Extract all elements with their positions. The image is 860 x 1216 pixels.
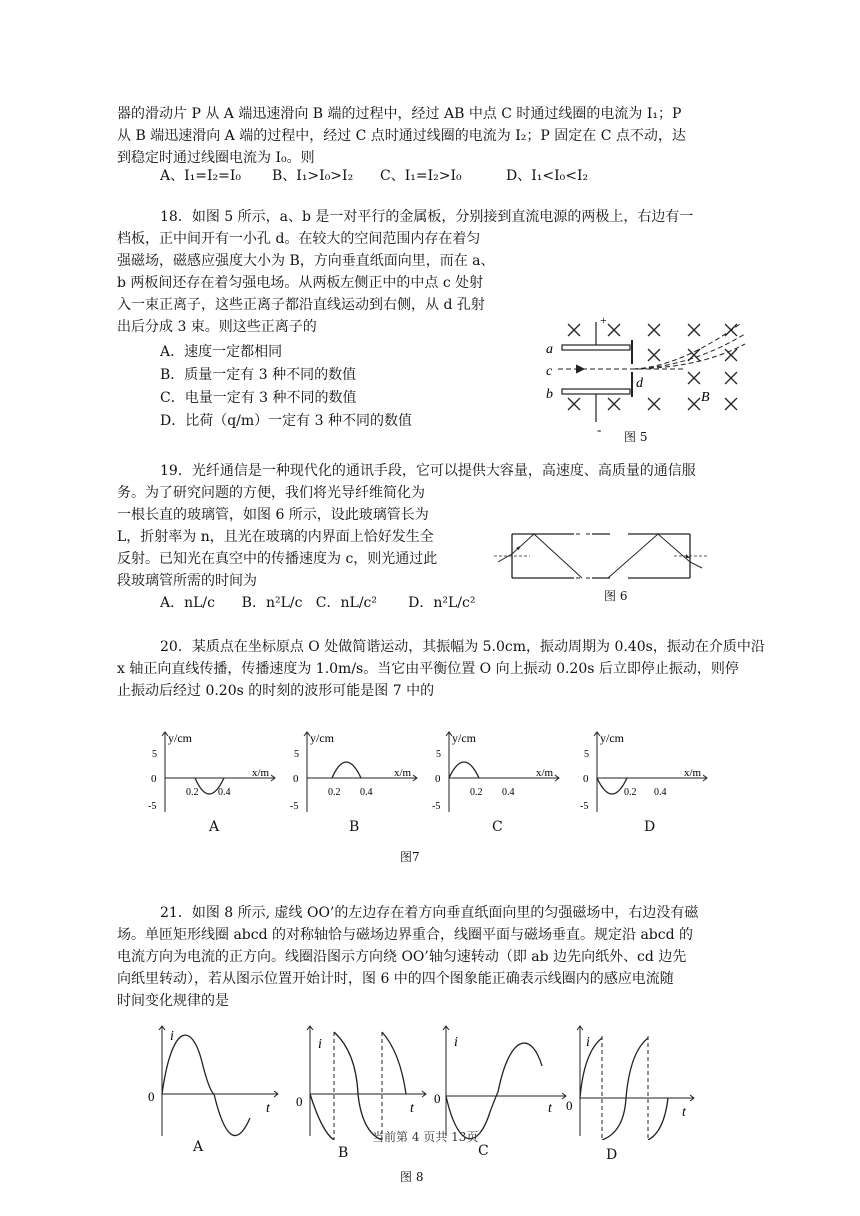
fig7-label-b: B xyxy=(349,819,360,835)
svg-text:i: i xyxy=(318,1037,322,1052)
label-a: a xyxy=(546,342,553,357)
q17-option-c: C、I₁=I₂>I₀ xyxy=(380,168,462,184)
q17-line2: 从 B 端迅速滑向 A 端的过程中，经过 C 点时通过线圈的电流为 I₂；P 固定在 C 点不动，达 xyxy=(117,128,686,144)
q21-line5: 时间变化规律的是 xyxy=(117,993,229,1009)
svg-text:0.4: 0.4 xyxy=(218,787,231,798)
q19-line1: 19．光纤通信是一种现代化的通讯手段，它可以提供大容量，高速度、高质量的通信服 xyxy=(160,463,696,479)
minus-sign: - xyxy=(597,422,602,437)
svg-text:i: i xyxy=(454,1035,458,1050)
svg-text:0: 0 xyxy=(566,1098,573,1113)
fig8-graph-c xyxy=(432,1022,572,1144)
svg-text:-5: -5 xyxy=(148,801,157,812)
q21-line1: 21．如图 8 所示, 虚线 OO’的左边存在着方向垂直纸面向里的匀强磁场中，右边没有磁 xyxy=(160,905,699,921)
q18-option-a: A．速度一定都相同 xyxy=(160,344,283,360)
label-b: b xyxy=(546,387,553,402)
svg-text:5: 5 xyxy=(152,749,157,760)
fig7-label-c: C xyxy=(492,819,503,835)
svg-text:t: t xyxy=(548,1101,552,1116)
svg-text:5: 5 xyxy=(436,749,441,760)
q19-line6: 段玻璃管所需的时间为 xyxy=(117,573,257,589)
svg-text:0.2: 0.2 xyxy=(186,787,199,798)
q18-option-c: C．电量一定有 3 种不同的数值 xyxy=(160,390,357,406)
fig8-label-b: B xyxy=(338,1145,349,1161)
svg-text:0: 0 xyxy=(293,773,299,785)
svg-text:t: t xyxy=(266,1101,270,1116)
svg-text:x/m: x/m xyxy=(394,767,412,779)
fig7-label-d: D xyxy=(644,819,656,835)
q18-line3: 强磁场，磁感应强度大小为 B，方向垂直纸面向里，而在 a、 xyxy=(117,253,495,269)
q21-line2: 场。单匝矩形线圈 abcd 的对称轴恰与磁场边界重合，线圈平面与磁场垂直。规定沿 abcd 的 xyxy=(117,927,694,943)
page-footer: 当前第 4 页共 13页 xyxy=(372,1130,479,1144)
svg-text:0.2: 0.2 xyxy=(328,787,341,798)
plate-a xyxy=(562,345,630,350)
q21-line3: 电流方向为电流的正方向。线圈沿图示方向绕 OO’轴匀速转动（即 ab 边先向纸外、cd 边先 xyxy=(117,949,687,965)
fig7-label-a: A xyxy=(209,819,220,835)
svg-text:t: t xyxy=(410,1101,414,1116)
svg-text:0.4: 0.4 xyxy=(502,787,515,798)
svg-text:0.4: 0.4 xyxy=(360,787,373,798)
q20-line2: x 轴正向直线传播，传播速度为 1.0m/s。当它由平衡位置 O 向上振动 0.20s 后立即停止振动，则停 xyxy=(117,661,739,677)
svg-text:0.2: 0.2 xyxy=(624,787,637,798)
svg-text:0: 0 xyxy=(151,773,157,785)
svg-text:0: 0 xyxy=(434,1091,441,1106)
svg-text:0.4: 0.4 xyxy=(654,787,667,798)
figure-7-caption: 图7 xyxy=(400,850,420,864)
q19-line2: 务。为了研究问题的方便，我们将光导纤维简化为 xyxy=(117,485,425,501)
svg-text:x/m: x/m xyxy=(684,767,702,779)
svg-text:i: i xyxy=(586,1035,590,1050)
svg-text:-5: -5 xyxy=(580,801,589,812)
q18-line4: b 两板间还存在着匀强电场。从两板左侧正中的中点 c 处射 xyxy=(117,275,484,291)
svg-text:0.2: 0.2 xyxy=(470,787,483,798)
figure-6-caption: 图 6 xyxy=(604,589,628,603)
svg-text:-5: -5 xyxy=(290,801,299,812)
svg-text:0: 0 xyxy=(296,1094,303,1109)
fig8-label-c: C xyxy=(478,1143,489,1159)
svg-text:x/m: x/m xyxy=(536,767,554,779)
svg-text:y/cm: y/cm xyxy=(600,731,624,745)
figure-5 xyxy=(540,312,750,442)
q18-option-b: B．质量一定有 3 种不同的数值 xyxy=(160,367,357,383)
q19-line3: 一根长直的玻璃管，如图 6 所示，设此玻璃管长为 xyxy=(117,507,429,523)
fig8-graph-a xyxy=(144,1022,284,1144)
fig8-label-d: D xyxy=(606,1147,618,1163)
q17-option-a: A、I₁=I₂=I₀ xyxy=(160,168,241,184)
q19-line4: L，折射率为 n，且光在玻璃的内界面上恰好发生全 xyxy=(117,529,434,545)
fig8-graph-b xyxy=(292,1022,432,1144)
q17-option-b: B、I₁>I₀>I₂ xyxy=(272,168,354,184)
label-field-B: B xyxy=(701,390,710,405)
plate-b xyxy=(562,389,630,394)
q18-line5: 入一束正离子，这些正离子都沿直线运动到右侧，从 d 孔射 xyxy=(117,297,485,313)
q19-line5: 反射。已知光在真空中的传播速度为 c，则光通过此 xyxy=(117,551,438,567)
svg-text:-5: -5 xyxy=(432,801,441,812)
q17-option-d: D、I₁<I₀<I₂ xyxy=(506,168,589,184)
fig7-graph-b xyxy=(282,726,422,822)
svg-text:0: 0 xyxy=(148,1089,155,1104)
plus-sign: + xyxy=(600,313,607,327)
q18-line1: 18．如图 5 所示，a、b 是一对平行的金属板，分别接到直流电源的两极上，右边有一 xyxy=(160,209,694,225)
fig8-graph-d xyxy=(560,1022,700,1144)
q20-line1: 20．某质点在坐标原点 O 处做简谐运动，其振幅为 5.0cm，振动周期为 0.40s，振动在介质中沿 xyxy=(160,639,765,655)
q18-line2: 档板，正中间开有一小孔 d。在较大的空间范围内存在着匀 xyxy=(117,231,481,247)
fig8-label-a: A xyxy=(193,1139,204,1155)
svg-text:y/cm: y/cm xyxy=(168,731,192,745)
svg-text:0: 0 xyxy=(583,773,589,785)
figure-5-caption: 图 5 xyxy=(624,430,648,444)
q18-option-d: D．比荷（q/m）一定有 3 种不同的数值 xyxy=(160,413,412,429)
figure-6 xyxy=(490,520,720,590)
q21-line4: 向纸里转动），若从图示位置开始计时，图 6 中的四个图象能正确表示线圈内的感应电流随 xyxy=(117,971,674,987)
fig7-graph-a xyxy=(140,726,280,822)
q17-line3: 到稳定时通过线圈电流为 I₀。则 xyxy=(117,150,315,166)
q18-line6: 出后分成 3 束。则这些正离子的 xyxy=(117,319,317,335)
svg-text:t: t xyxy=(682,1105,686,1120)
svg-text:x/m: x/m xyxy=(252,767,270,779)
svg-text:y/cm: y/cm xyxy=(452,731,476,745)
label-c: c xyxy=(546,364,553,379)
svg-text:0: 0 xyxy=(435,773,441,785)
svg-text:i: i xyxy=(170,1029,174,1044)
figure-8-caption: 图 8 xyxy=(400,1170,424,1184)
svg-text:y/cm: y/cm xyxy=(310,731,334,745)
q17-line1: 器的滑动片 P 从 A 端迅速滑向 B 端的过程中，经过 AB 中点 C 时通过线圈的电流为 I₁；P xyxy=(117,106,682,122)
svg-text:5: 5 xyxy=(584,749,589,760)
label-d: d xyxy=(636,376,643,391)
q19-options: A．nL/c B．n²L/c C．nL/c² D．n²L/c² xyxy=(160,595,476,611)
fig7-graph-c xyxy=(424,726,564,822)
svg-text:5: 5 xyxy=(294,749,299,760)
q20-line3: 止振动后经过 0.20s 的时刻的波形可能是图 7 中的 xyxy=(117,683,435,699)
fig7-graph-d xyxy=(572,726,712,822)
